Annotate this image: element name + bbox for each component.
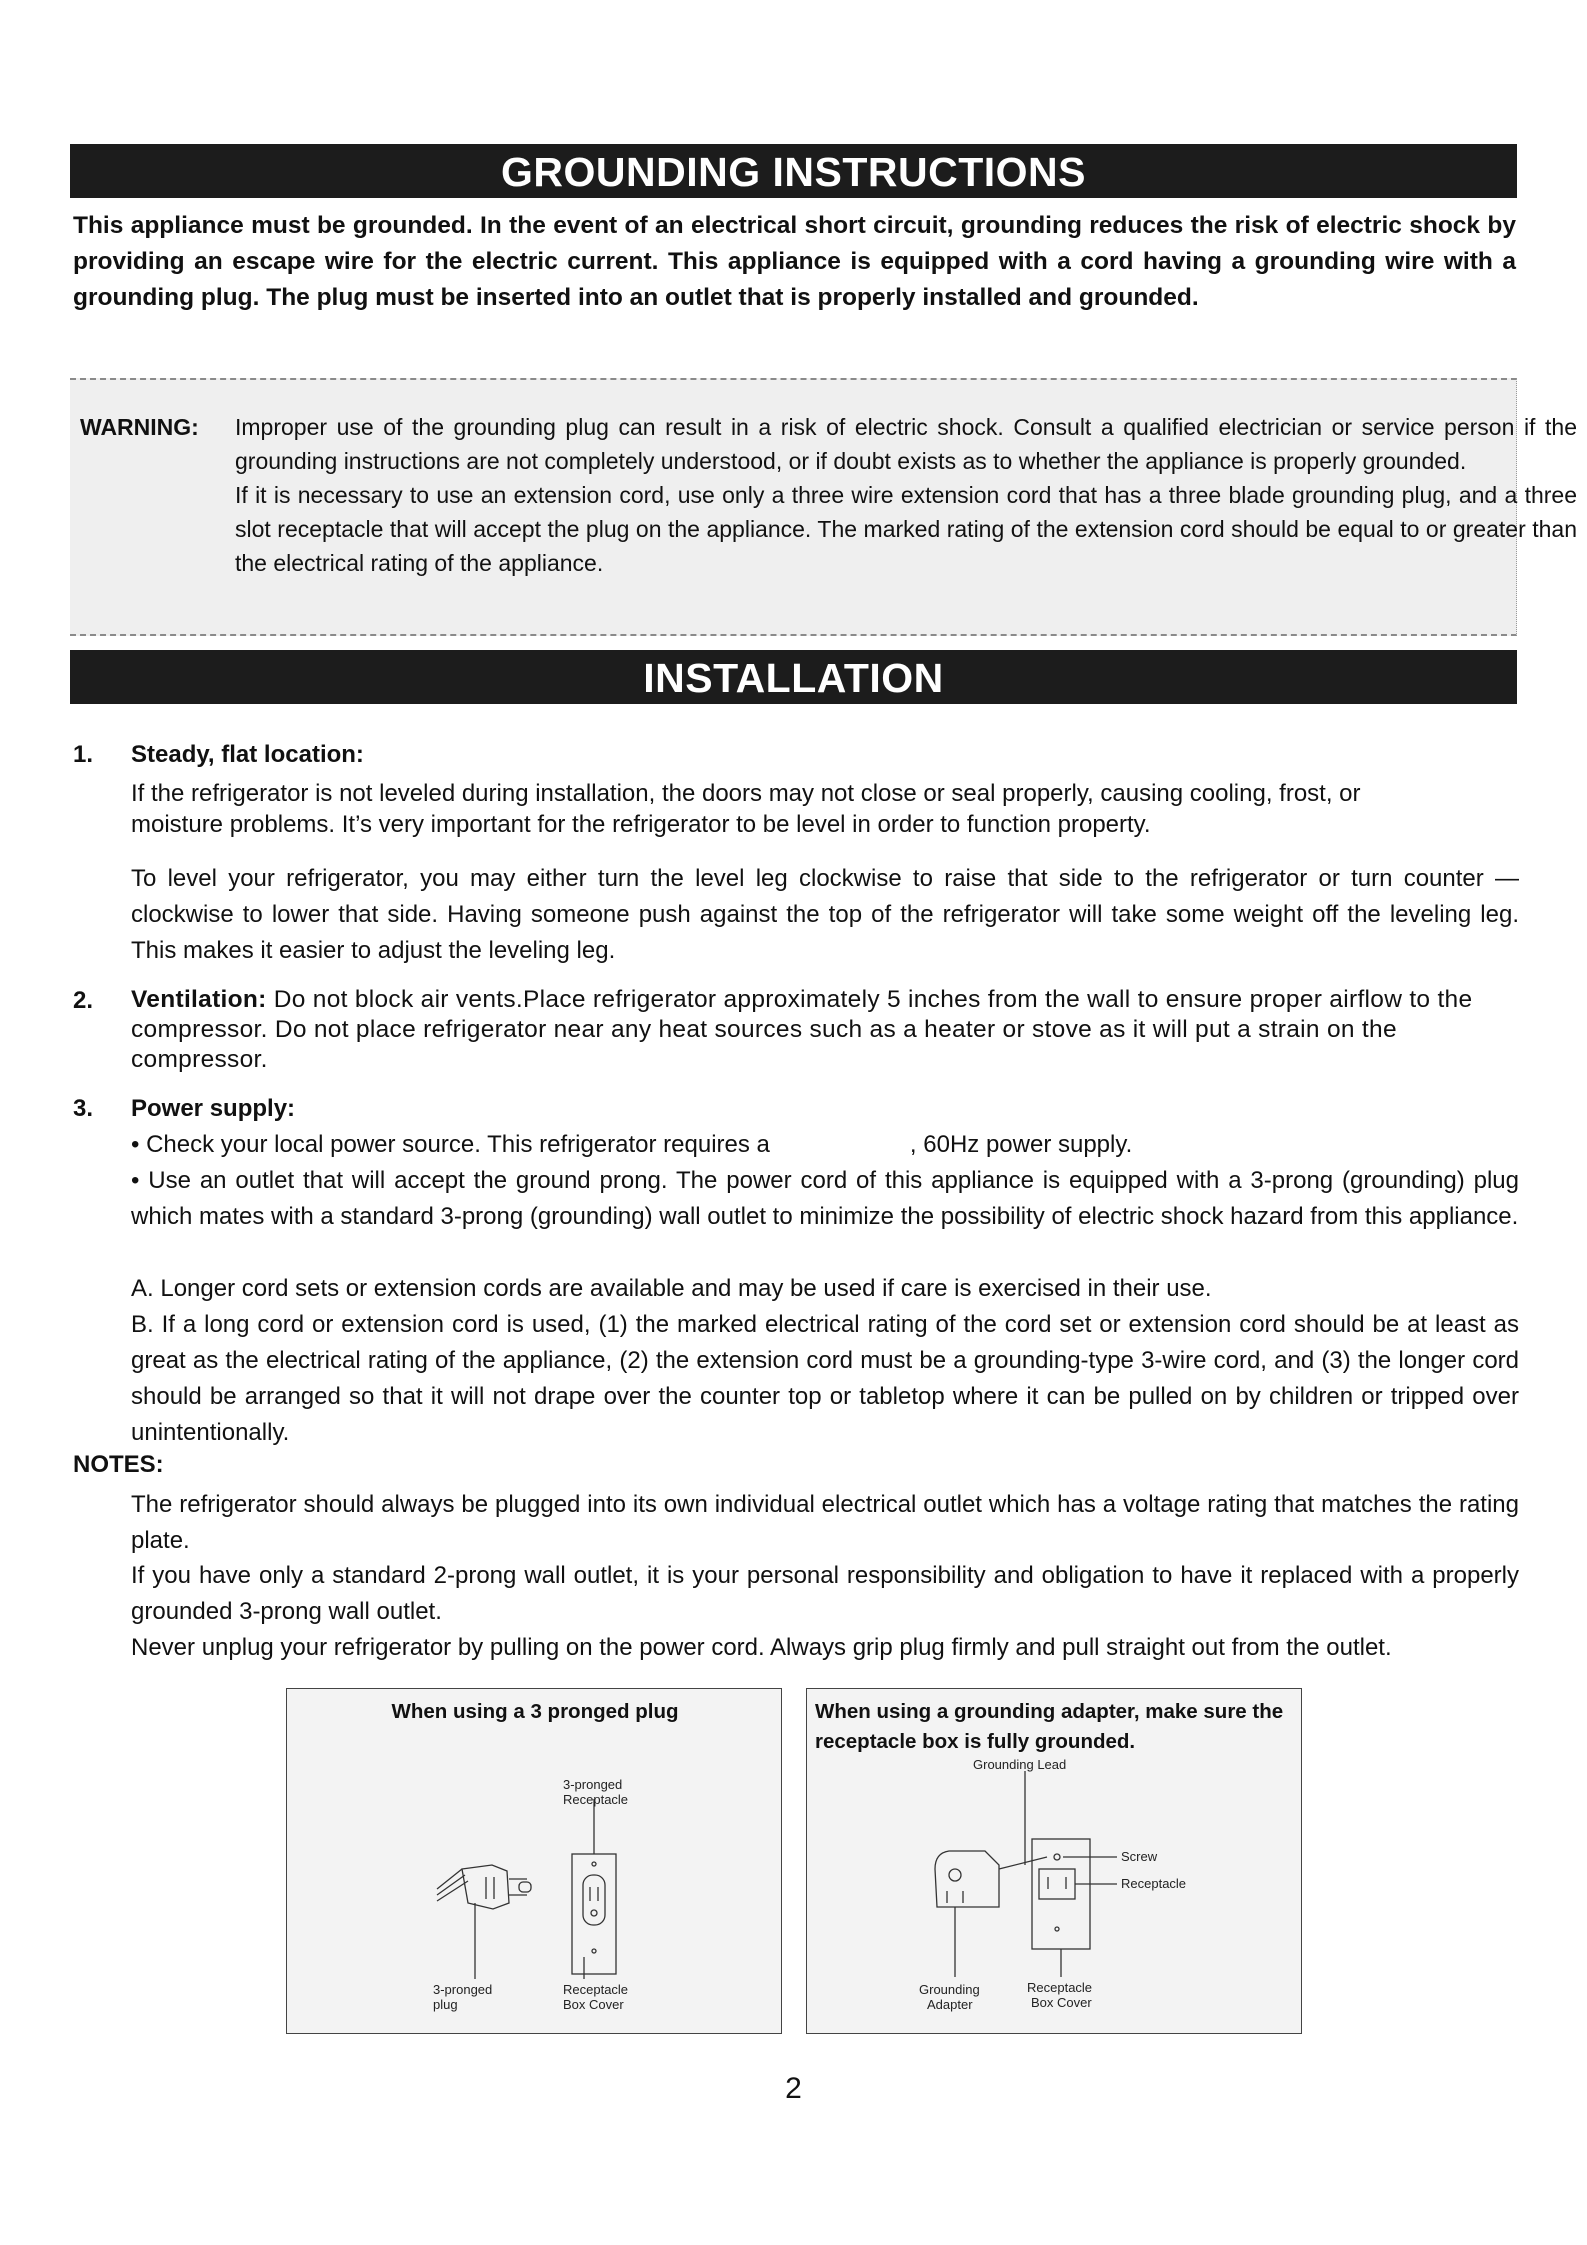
grounding-intro: This appliance must be grounded. In the event of an electrical short circuit, grounding reduces the risk of electric shock by providing an escape wire for the electric current. This appliance is equipped with a cord having a grounding wire with a grounding plug. The plug must be inserted into an outlet that is properly installed and grounded. (73, 212, 1516, 311)
item-paragraph: If the refrigerator is not leveled during installation, the doors may not close or seal properly, causing cooling, frost, or moisture problems. It’s very important for the refrigerator to be level in order to function property. (131, 780, 1361, 838)
label-box-cover: Box Cover (1031, 1995, 1092, 2010)
receptacle-box-cover-shape (572, 1854, 616, 1974)
label-grounding-lead: Grounding Lead (973, 1757, 1067, 1772)
label-receptacle: Receptacle (563, 1792, 629, 1807)
receptacle-shape (1039, 1869, 1075, 1899)
power-item-b: B. If a long cord or extension cord is used, (1) the marked electrical rating of the cord set or extension cord should be at least as great as the electrical rating of the appliance, (2) the extension cord must be a grounding-type 3-wire cord, and (3) the longer cord should be arranged so that it will not drape over the counter top or tabletop where it can be pulled on by children or tripped over unintentionally. (131, 1311, 1519, 1446)
receptacle-box-cover-shape (1032, 1839, 1090, 1949)
item-paragraph: To level your refrigerator, you may either turn the level leg clockwise to raise that side to the refrigerator or turn counter —clockwise to lower that side. Having someone push against the top of the refrigerator will take some weight off the leveling leg. This makes it easier to adjust the leveling leg. (131, 865, 1519, 964)
label-receptacle: 3-pronged (563, 1777, 623, 1792)
figure-grounding-adapter (806, 1688, 1302, 2034)
adapter-body (935, 1851, 999, 1907)
figure-title: When using a 3 pronged plug (391, 1700, 679, 1723)
item-number: 3. (73, 1095, 94, 1122)
figure-title: When using a grounding adapter, make sure the receptacle box is fully grounded. (815, 1700, 1284, 1753)
power-bullet-post: , 60Hz power supply. (909, 1131, 1133, 1158)
item-heading: Steady, flat location: (131, 741, 364, 768)
figure-three-pronged-plug (286, 1688, 782, 2034)
grounding-lead-wire (999, 1857, 1047, 1869)
item-heading: Ventilation: (131, 986, 267, 1013)
label-box-cover: Box Cover (563, 1997, 624, 2012)
receptacle-shape (583, 1875, 605, 1925)
screw-shape (1054, 1854, 1060, 1860)
note-paragraph: Never unplug your refrigerator by pulling on the power cord. Always grip plug firmly and pull straight out from the outlet. (131, 1634, 1392, 1661)
note-paragraph: The refrigerator should always be plugged into its own individual electrical outlet which has a voltage rating that matches the rating plate. (131, 1491, 1519, 1554)
label-plug: plug (433, 1997, 458, 2012)
warning-paragraph: Improper use of the grounding plug can result in a risk of electric shock. Consult a qualified electrician or service person if the grounding instructions are not completely understood, or if doubt exists as to whether the appliance is properly grounded. (235, 414, 1577, 474)
label-adapter: Adapter (927, 1997, 973, 2012)
label-screw: Screw (1121, 1849, 1158, 1864)
notes-heading: NOTES: (73, 1451, 164, 1478)
warning-text (235, 410, 1577, 580)
warning-paragraph: If it is necessary to use an extension cord, use only a three wire extension cord that has a three blade grounding plug, and a three slot receptacle that will accept the plug on the appliance. The marked rating of the extension cord should be equal to or greater than the electrical rating of the appliance. (235, 482, 1577, 576)
power-bullet (131, 1127, 1519, 1163)
warning-label: WARNING: (80, 414, 199, 440)
label-box-cover: Receptacle (1027, 1980, 1093, 1995)
power-item-a: A. Longer cord sets or extension cords are available and may be used if care is exercised in their use. (131, 1275, 1212, 1302)
adapter-diagram (807, 1689, 1303, 2035)
label-adapter: Grounding (919, 1982, 980, 1997)
label-plug: 3-pronged (433, 1982, 493, 1997)
item-number: 2. (73, 987, 94, 1014)
power-bullet-pre: • Check your local power source. This refrigerator requires a (131, 1131, 770, 1158)
page-number: 2 (785, 2072, 802, 2105)
plug-diagram (287, 1689, 783, 2035)
label-receptacle: Receptacle (1121, 1876, 1187, 1891)
item-number: 1. (73, 741, 94, 768)
ventilation-text: Do not block air vents.Place refrigerator approximately 5 inches from the wall to ensure proper airflow to the compressor. Do not place refrigerator near any heat sources such as a heater or stove as it will put a strain on the compressor. (131, 986, 1473, 1073)
item-heading: Power supply: (131, 1095, 296, 1122)
note-paragraph: If you have only a standard 2-prong wall outlet, it is your personal responsibility and obligation to have it replaced with a properly grounded 3-prong wall outlet. (131, 1562, 1519, 1625)
item-paragraph (131, 985, 1519, 1075)
grounding-heading: GROUNDING INSTRUCTIONS (70, 144, 1517, 198)
installation-heading: INSTALLATION (70, 650, 1517, 704)
warning-box (70, 378, 1577, 636)
label-box-cover: Receptacle (563, 1982, 629, 1997)
power-bullet: • Use an outlet that will accept the ground prong. The power cord of this appliance is equipped with a 3-prong (grounding) plug which mates with a standard 3-prong (grounding) wall outlet to minimize the possibility of electric shock hazard from this appliance. (131, 1167, 1519, 1230)
